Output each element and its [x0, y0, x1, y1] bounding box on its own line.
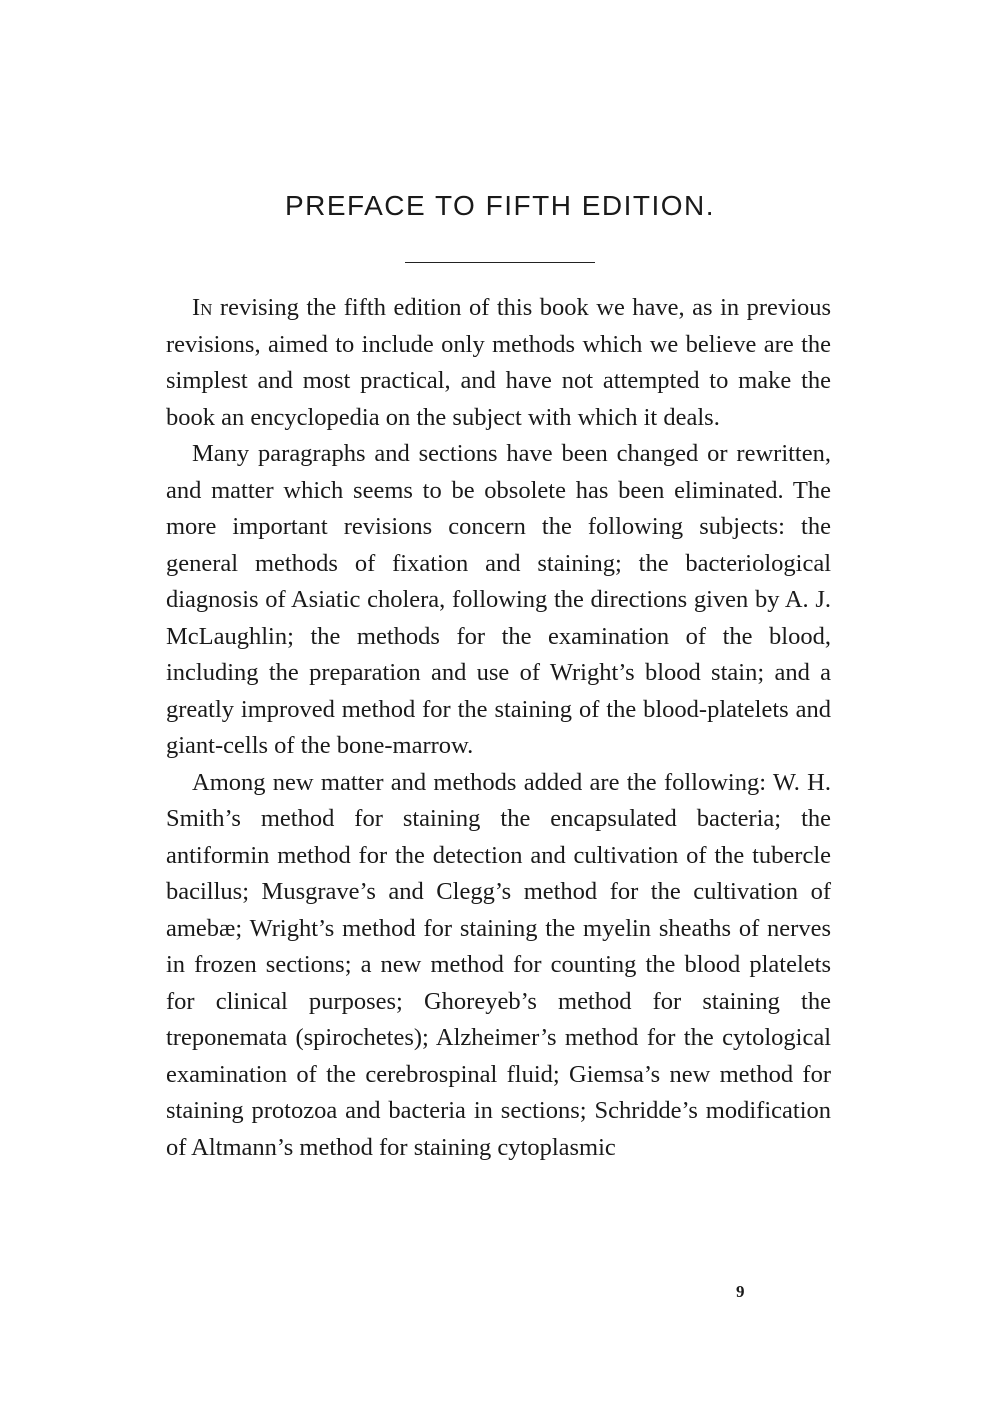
- paragraph-1-text: revising the fifth edition of this book we have, as in previous revisions, aimed to include only methods which we believe are the simplest and most practical, and have not attempted to make the book an encyclopedia on the subject with which it deals.: [166, 294, 831, 431]
- paragraph-3: Among new matter and methods added are the following: W. H. Smith’s method for staining the encapsulated bacteria; the antiformin method for the detection and cultivation of the tubercle bacillus; Musgrave’s and Clegg’s method for the cultivation of amebæ; Wright’s method for staining the myelin sheaths of nerves in frozen sections; a new method for counting the blood platelets for clinical purposes; Ghoreyeb’s method for staining the treponemata (spirochetes); Alzheimer’s method for the cytological examination of the cerebrospinal fluid; Giemsa’s new method for staining protozoa and bacteria in sections; Schridde’s modification of Altmann’s method for staining cytoplasmic: [166, 768, 831, 1161]
- page-title: PREFACE TO FIFTH EDITION.: [284, 190, 716, 221]
- paragraph-2: Many paragraphs and sections have been changed or rewritten, and matter which seems to be obsolete has been eliminated. The more important revisions concern the following subjects: the general methods of fixation and staining; the bacteriological diagnosis of Asiatic cholera, following the directions given by A. J. McLaughlin; the methods for the examination of the blood, including the preparation and use of Wright’s blood stain; and a greatly improved method for the staining of the blood-platelets and giant-cells of the bone-marrow.: [166, 440, 831, 759]
- paragraph-lead-word: In: [192, 294, 213, 321]
- page-number: 9: [736, 1282, 745, 1301]
- title-rule-divider: [405, 262, 595, 263]
- paragraph-1: [166, 290, 831, 436]
- body-text: [166, 290, 831, 1166]
